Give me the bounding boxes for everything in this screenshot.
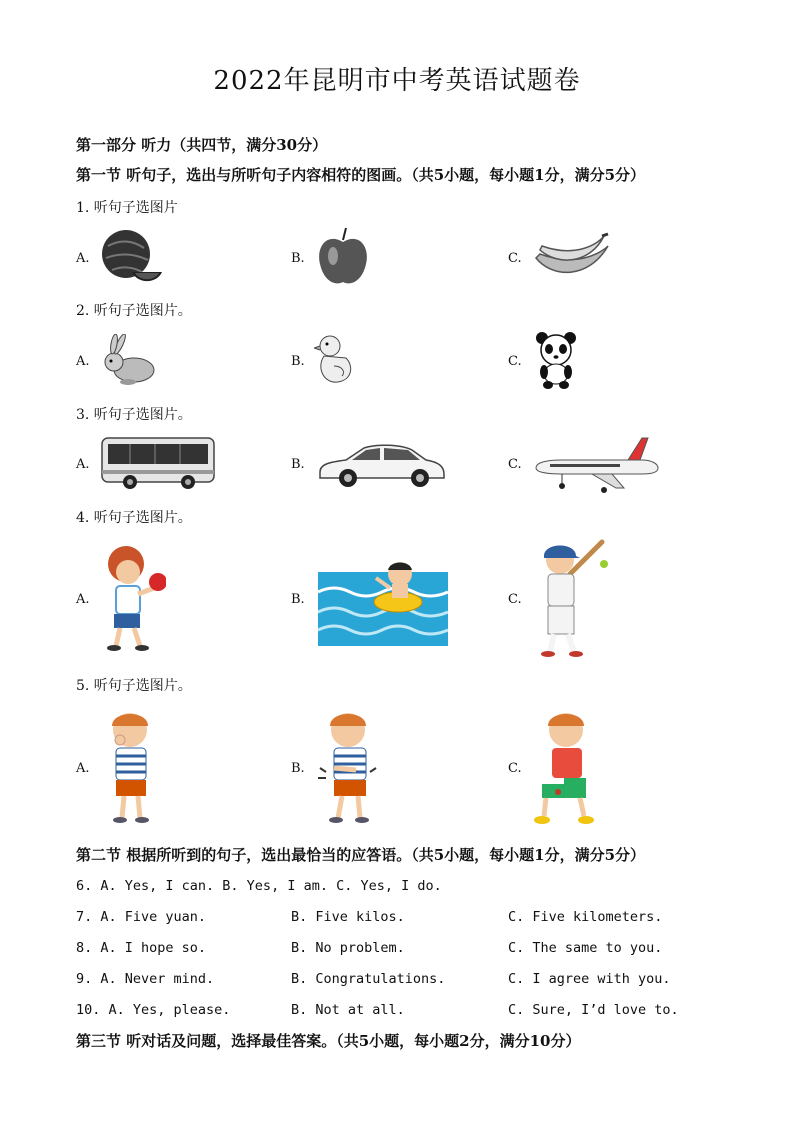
- question-10-option-a: 10. A. Yes, please.: [76, 1002, 231, 1018]
- question-2: 2. 听句子选图片。: [76, 303, 192, 319]
- question-10-option-c: C. Sure, I’d love to.: [508, 1002, 679, 1018]
- car-image: [316, 442, 448, 488]
- q1-option-b-label: B.: [291, 251, 305, 266]
- airplane-image: [532, 434, 660, 494]
- apple-image: [316, 226, 370, 288]
- q5-option-a-label: A.: [76, 761, 90, 776]
- question-7-option-c: C. Five kilometers.: [508, 909, 663, 925]
- q1-option-c-label: C.: [508, 251, 522, 266]
- q2-option-c-label: C.: [508, 354, 522, 369]
- q3-option-c-label: C.: [508, 457, 522, 472]
- question-9-option-a: 9. A. Never mind.: [76, 971, 215, 987]
- q5-option-b-label: B.: [291, 761, 305, 776]
- q5-option-c-label: C.: [508, 761, 522, 776]
- q1-option-a-label: A.: [76, 251, 90, 266]
- question-8-option-c: C. The same to you.: [508, 940, 663, 956]
- page-title: 2022年昆明市中考英语试题卷: [213, 66, 581, 96]
- q2-option-b-label: B.: [291, 354, 305, 369]
- part1-heading: 第一部分 听力（共四节，满分30分）: [76, 136, 328, 154]
- section1-heading: 第一节 听句子，选出与所听句子内容相符的图画。（共5小题，每小题1分，满分5分）: [76, 166, 646, 184]
- question-1: 1. 听句子选图片: [76, 200, 178, 216]
- question-3: 3. 听句子选图片。: [76, 407, 192, 423]
- question-10-option-b: B. Not at all.: [291, 1002, 405, 1018]
- banana-image: [532, 232, 612, 284]
- question-8-option-a: 8. A. I hope so.: [76, 940, 207, 956]
- q4-option-c-label: C.: [508, 592, 522, 607]
- question-9-option-c: C. I agree with you.: [508, 971, 671, 987]
- section2-heading: 第二节 根据所听到的句子，选出最恰当的应答语。（共5小题，每小题1分，满分5分）: [76, 846, 646, 864]
- duck-image: [314, 332, 356, 388]
- boy-baseball-image: [534, 538, 612, 660]
- question-4: 4. 听句子选图片。: [76, 510, 192, 526]
- question-7-option-a: 7. A. Five yuan.: [76, 909, 207, 925]
- question-8-option-b: B. No problem.: [291, 940, 405, 956]
- q3-option-a-label: A.: [76, 457, 90, 472]
- question-9-option-b: B. Congratulations.: [291, 971, 446, 987]
- boy-hurt-knee-image: [534, 708, 596, 828]
- q3-option-b-label: B.: [291, 457, 305, 472]
- boy-stomachache-image: [316, 708, 390, 828]
- boy-toothache-image: [102, 708, 160, 828]
- watermelon-image: [98, 228, 164, 284]
- question-7-option-b: B. Five kilos.: [291, 909, 405, 925]
- boy-swimming-image: [318, 552, 448, 646]
- bus-image: [100, 436, 216, 492]
- q4-option-b-label: B.: [291, 592, 305, 607]
- section3-heading: 第三节 听对话及问题，选择最佳答案。（共5小题，每小题2分，满分10分）: [76, 1032, 581, 1050]
- panda-image: [532, 330, 580, 390]
- q2-option-a-label: A.: [76, 354, 90, 369]
- q4-option-a-label: A.: [76, 592, 90, 607]
- question-6: 6. A. Yes, I can. B. Yes, I am. C. Yes, I do.: [76, 878, 442, 894]
- question-5: 5. 听句子选图片。: [76, 678, 192, 694]
- boy-table-tennis-image: [100, 542, 166, 654]
- rabbit-image: [98, 334, 160, 388]
